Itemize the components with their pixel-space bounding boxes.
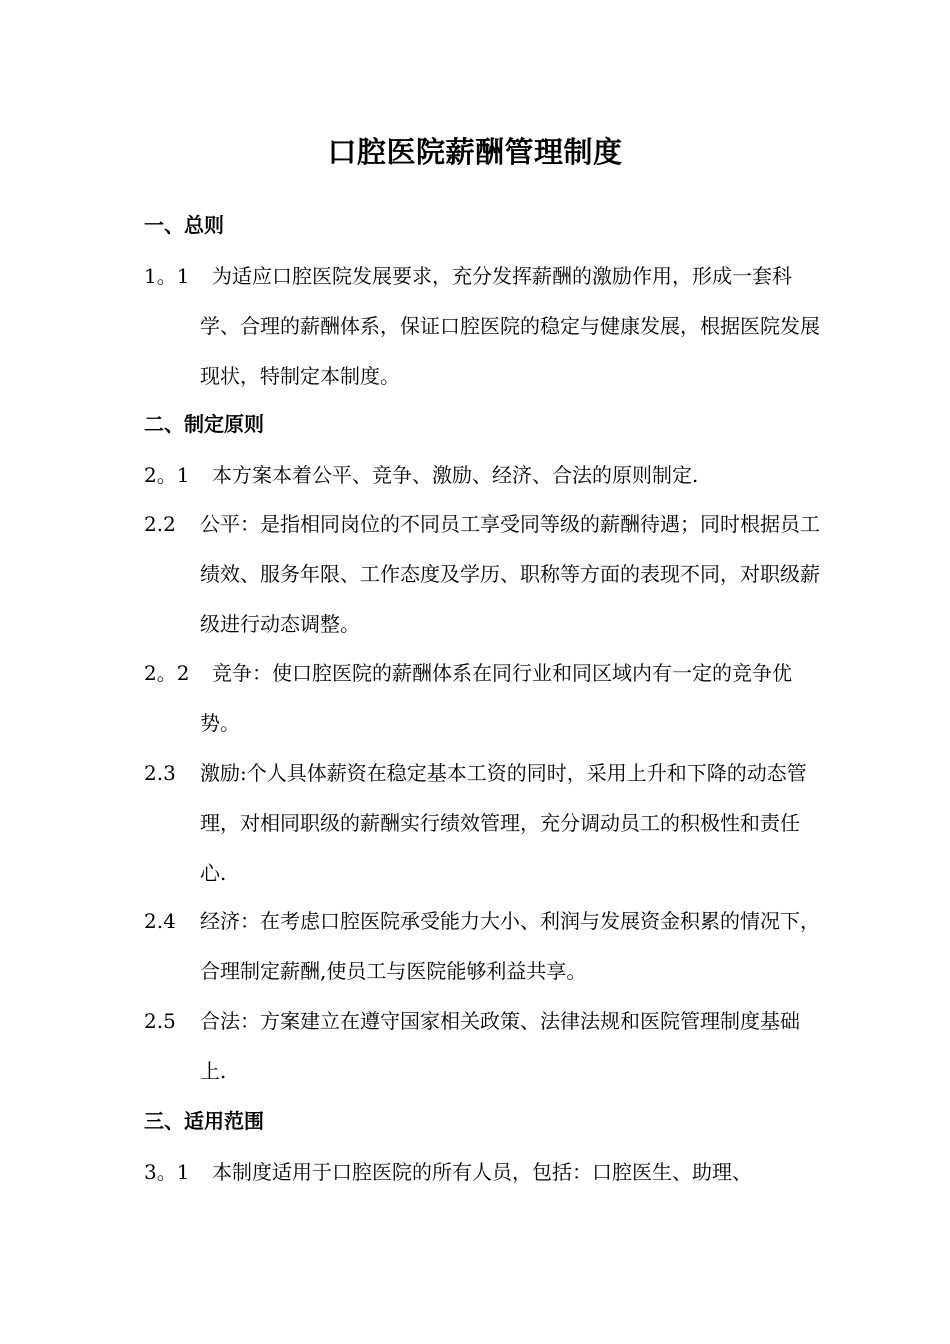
clause-2-2-competition xyxy=(144,648,824,748)
clause-number: 3。1 xyxy=(144,1160,190,1184)
clause-number: 2。1 xyxy=(144,463,190,487)
clause-text: 公平：是指相同岗位的不同员工享受同等级的薪酬待遇；同时根据员工绩效、服务年限、工作态度及学历、职称等方面的表现不同，对职级薪级进行动态调整。 xyxy=(200,512,820,636)
clause-2-1 xyxy=(144,450,824,500)
clause-number: 2.4 xyxy=(144,909,176,933)
clause-2-2-fairness xyxy=(144,499,824,649)
clause-2-3 xyxy=(144,748,824,898)
clause-1-1 xyxy=(144,251,824,401)
clause-text: 激励:个人具体薪资在稳定基本工资的同时，采用上升和下降的动态管理，对相同职级的薪酬实行绩效管理，充分调动员工的积极性和责任心. xyxy=(200,761,807,885)
section-heading-general: 一、总则 xyxy=(144,213,224,237)
clause-text: 本制度适用于口腔医院的所有人员，包括：口腔医生、助理、 xyxy=(212,1160,752,1184)
clause-number: 2.3 xyxy=(144,761,176,785)
section-heading-scope: 三、适用范围 xyxy=(144,1109,264,1133)
clause-2-5 xyxy=(144,996,824,1096)
clause-text: 合法：方案建立在遵守国家相关政策、法律法规和医院管理制度基础上. xyxy=(200,1009,800,1083)
document-title: 口腔医院薪酬管理制度 xyxy=(327,135,623,169)
clause-text: 竞争：使口腔医院的薪酬体系在同行业和同区域内有一定的竞争优势。 xyxy=(200,661,792,735)
section-heading-principles: 二、制定原则 xyxy=(144,412,264,436)
clause-number: 2.2 xyxy=(144,512,176,536)
clause-text: 为适应口腔医院发展要求，充分发挥薪酬的激励作用，形成一套科学、合理的薪酬体系，保证口腔医院的稳定与健康发展，根据医院发展现状，特制定本制度。 xyxy=(200,264,820,388)
clause-text: 本方案本着公平、竞争、激励、经济、合法的原则制定. xyxy=(212,463,699,487)
clause-text: 经济：在考虑口腔医院承受能力大小、利润与发展资金积累的情况下，合理制定薪酬,使员工与医院能够利益共享。 xyxy=(200,909,820,983)
clause-2-4 xyxy=(144,896,824,996)
clause-3-1 xyxy=(144,1147,824,1197)
clause-number: 2。2 xyxy=(144,661,190,685)
clause-number: 2.5 xyxy=(144,1009,176,1033)
clause-number: 1。1 xyxy=(144,264,190,288)
